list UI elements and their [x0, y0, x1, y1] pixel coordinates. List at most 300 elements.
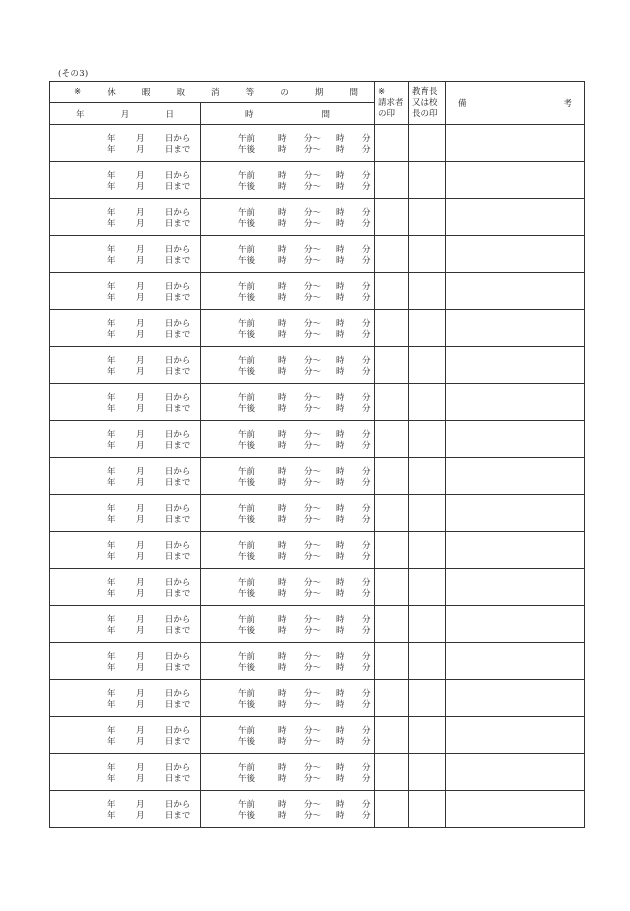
date-cell[interactable] — [50, 495, 201, 532]
requester-seal-cell[interactable] — [375, 236, 409, 273]
day-label: 日から — [164, 244, 191, 255]
minute-to-label: 分 — [362, 773, 371, 784]
day-label: 日まで — [164, 144, 191, 155]
date-cell[interactable] — [50, 236, 201, 273]
hour-label: 時 — [278, 366, 287, 377]
hour-label: 時 — [278, 588, 287, 599]
minute-to-label: 分 — [362, 688, 371, 699]
table-row — [50, 347, 585, 384]
period-header-char: 期 — [314, 88, 324, 98]
minute-to-label: 分 — [362, 614, 371, 625]
year-label: 年 — [107, 133, 116, 144]
minute-to-label: 分 — [362, 403, 371, 414]
day-label: 日まで — [164, 477, 191, 488]
date-cell[interactable] — [50, 680, 201, 717]
time-cell[interactable] — [201, 236, 375, 273]
ampm-label: 午後 — [238, 403, 256, 414]
table-row — [50, 569, 585, 606]
hour-to-label: 時 — [336, 577, 345, 588]
minute-from-label: 分～ — [304, 244, 322, 255]
minute-to-label: 分 — [362, 318, 371, 329]
month-label: 月 — [135, 366, 145, 377]
principal-seal-cell[interactable] — [409, 532, 446, 569]
minute-from-label: 分～ — [304, 725, 322, 736]
hour-label: 時 — [278, 207, 287, 218]
month-label: 月 — [135, 540, 145, 551]
table-row — [50, 643, 585, 680]
minute-to-label: 分 — [362, 244, 371, 255]
year-label: 年 — [107, 329, 116, 340]
minute-to-label: 分 — [362, 514, 371, 525]
principal-seal-cell[interactable] — [409, 273, 446, 310]
hour-label: 時 — [278, 466, 287, 477]
minute-to-label: 分 — [362, 725, 371, 736]
minute-from-label: 分～ — [304, 762, 322, 773]
form-caption: (その3) — [58, 69, 89, 79]
principal-seal-cell[interactable] — [409, 495, 446, 532]
date-cell[interactable] — [50, 791, 201, 828]
year-label: 年 — [107, 355, 116, 366]
minute-from-label: 分～ — [304, 144, 322, 155]
remarks-cell[interactable] — [446, 791, 585, 828]
table-row — [50, 421, 585, 458]
date-cell[interactable] — [50, 606, 201, 643]
remarks-cell[interactable] — [446, 458, 585, 495]
requester-seal-cell[interactable] — [375, 310, 409, 347]
time-cell[interactable] — [201, 495, 375, 532]
minute-to-label: 分 — [362, 218, 371, 229]
hour-to-label: 時 — [336, 514, 345, 525]
month-label: 月 — [135, 255, 145, 266]
principal-seal-cell[interactable] — [409, 643, 446, 680]
requester-seal-cell[interactable] — [375, 680, 409, 717]
principal-seal-cell[interactable] — [409, 680, 446, 717]
ampm-label: 午後 — [238, 588, 256, 599]
ampm-label: 午前 — [238, 762, 256, 773]
ampm-label: 午後 — [238, 773, 256, 784]
ampm-label: 午前 — [238, 133, 256, 144]
hour-label: 時 — [278, 725, 287, 736]
hour-to-label: 時 — [336, 540, 345, 551]
month-label: 月 — [135, 577, 145, 588]
year-label: 年 — [107, 588, 116, 599]
minute-to-label: 分 — [362, 588, 371, 599]
day-label: 日まで — [164, 181, 191, 192]
minute-from-label: 分～ — [304, 773, 322, 784]
requester-seal-cell[interactable] — [375, 754, 409, 791]
minute-from-label: 分～ — [304, 688, 322, 699]
ampm-label: 午後 — [238, 292, 256, 303]
month-label: 月 — [135, 281, 145, 292]
requester-seal-cell[interactable] — [375, 495, 409, 532]
hour-label: 時 — [278, 662, 287, 673]
remarks-cell[interactable] — [446, 606, 585, 643]
principal-seal-cell[interactable] — [409, 125, 446, 162]
minute-to-label: 分 — [362, 181, 371, 192]
principal-seal-cell[interactable] — [409, 421, 446, 458]
time-cell[interactable] — [201, 754, 375, 791]
time-cell[interactable] — [201, 347, 375, 384]
month-label: 月 — [135, 688, 145, 699]
table-row — [50, 310, 585, 347]
date-cell[interactable] — [50, 310, 201, 347]
principal-seal-cell[interactable] — [409, 347, 446, 384]
date-cell[interactable] — [50, 347, 201, 384]
month-label: 月 — [135, 699, 145, 710]
hour-label: 時 — [278, 392, 287, 403]
month-label: 月 — [135, 218, 145, 229]
time-cell[interactable] — [201, 643, 375, 680]
time-cell[interactable] — [201, 199, 375, 236]
time-cell[interactable] — [201, 125, 375, 162]
remarks-cell[interactable] — [446, 125, 585, 162]
period-header-char: の — [280, 88, 289, 98]
date-cell[interactable] — [50, 273, 201, 310]
hour-to-label: 時 — [336, 736, 345, 747]
hour-to-label: 時 — [336, 810, 345, 821]
requester-header-line: の印 — [378, 108, 396, 119]
minute-from-label: 分～ — [304, 392, 322, 403]
minute-from-label: 分～ — [304, 292, 322, 303]
day-label: 日まで — [164, 403, 191, 414]
year-label: 年 — [107, 551, 116, 562]
time-cell[interactable] — [201, 717, 375, 754]
month-label: 月 — [135, 762, 145, 773]
month-label: 月 — [135, 514, 145, 525]
minute-from-label: 分～ — [304, 503, 322, 514]
date-cell[interactable] — [50, 532, 201, 569]
period-header-char: 等 — [245, 88, 255, 98]
ampm-label: 午前 — [238, 392, 256, 403]
month-label: 月 — [135, 181, 145, 192]
date-cell[interactable] — [50, 162, 201, 199]
minute-to-label: 分 — [362, 651, 371, 662]
minute-from-label: 分～ — [304, 281, 322, 292]
day-label: 日まで — [164, 625, 191, 636]
hour-to-label: 時 — [336, 207, 345, 218]
ampm-label: 午前 — [238, 244, 256, 255]
date-cell[interactable] — [50, 199, 201, 236]
time-cell[interactable] — [201, 310, 375, 347]
table-row — [50, 273, 585, 310]
remarks-cell[interactable] — [446, 347, 585, 384]
hour-label: 時 — [278, 244, 287, 255]
requester-seal-cell[interactable] — [375, 199, 409, 236]
ampm-label: 午後 — [238, 514, 256, 525]
minute-to-label: 分 — [362, 255, 371, 266]
date-subheader-char: 年 — [76, 109, 85, 120]
minute-from-label: 分～ — [304, 429, 322, 440]
hour-label: 時 — [278, 403, 287, 414]
hour-label: 時 — [278, 762, 287, 773]
month-label: 月 — [135, 477, 145, 488]
day-label: 日から — [164, 170, 191, 181]
minute-from-label: 分～ — [304, 466, 322, 477]
time-cell[interactable] — [201, 791, 375, 828]
time-cell[interactable] — [201, 273, 375, 310]
month-label: 月 — [135, 725, 145, 736]
period-header-char: 取 — [176, 88, 185, 98]
day-label: 日から — [164, 577, 191, 588]
month-label: 月 — [135, 207, 145, 218]
minute-to-label: 分 — [362, 699, 371, 710]
time-cell[interactable] — [201, 569, 375, 606]
year-label: 年 — [107, 281, 116, 292]
principal-seal-cell[interactable] — [409, 791, 446, 828]
ampm-label: 午前 — [238, 688, 256, 699]
day-label: 日から — [164, 614, 191, 625]
remarks-cell[interactable] — [446, 680, 585, 717]
hour-label: 時 — [278, 810, 287, 821]
requester-seal-cell[interactable] — [375, 347, 409, 384]
ampm-label: 午前 — [238, 503, 256, 514]
table-row — [50, 717, 585, 754]
principal-seal-cell[interactable] — [409, 717, 446, 754]
minute-from-label: 分～ — [304, 440, 322, 451]
ampm-label: 午前 — [238, 207, 256, 218]
time-cell[interactable] — [201, 458, 375, 495]
minute-to-label: 分 — [362, 440, 371, 451]
hour-label: 時 — [278, 429, 287, 440]
hour-label: 時 — [278, 614, 287, 625]
requester-seal-cell[interactable] — [375, 569, 409, 606]
ampm-label: 午後 — [238, 551, 256, 562]
remarks-cell[interactable] — [446, 310, 585, 347]
date-cell[interactable] — [50, 717, 201, 754]
period-header — [50, 82, 375, 103]
requester-seal-cell[interactable] — [375, 125, 409, 162]
ampm-label: 午前 — [238, 466, 256, 477]
table-row — [50, 754, 585, 791]
remarks-header — [446, 82, 585, 125]
remarks-cell[interactable] — [446, 532, 585, 569]
minute-from-label: 分～ — [304, 699, 322, 710]
day-label: 日まで — [164, 810, 191, 821]
requester-seal-cell[interactable] — [375, 273, 409, 310]
minute-from-label: 分～ — [304, 477, 322, 488]
date-cell[interactable] — [50, 458, 201, 495]
minute-from-label: 分～ — [304, 614, 322, 625]
minute-from-label: 分～ — [304, 355, 322, 366]
minute-to-label: 分 — [362, 329, 371, 340]
hour-to-label: 時 — [336, 292, 345, 303]
ampm-label: 午前 — [238, 281, 256, 292]
requester-seal-cell[interactable] — [375, 532, 409, 569]
requester-seal-cell[interactable] — [375, 606, 409, 643]
date-cell[interactable] — [50, 125, 201, 162]
principal-seal-cell[interactable] — [409, 569, 446, 606]
month-label: 月 — [135, 588, 145, 599]
minute-from-label: 分～ — [304, 133, 322, 144]
month-label: 月 — [135, 662, 145, 673]
minute-from-label: 分～ — [304, 736, 322, 747]
date-cell[interactable] — [50, 384, 201, 421]
hour-to-label: 時 — [336, 466, 345, 477]
table-row — [50, 162, 585, 199]
time-subheader-char: 間 — [321, 109, 330, 120]
year-label: 年 — [107, 688, 116, 699]
requester-seal-cell[interactable] — [375, 421, 409, 458]
hour-to-label: 時 — [336, 551, 345, 562]
day-label: 日から — [164, 429, 191, 440]
minute-from-label: 分～ — [304, 366, 322, 377]
minute-to-label: 分 — [362, 551, 371, 562]
table-row — [50, 532, 585, 569]
minute-to-label: 分 — [362, 477, 371, 488]
minute-from-label: 分～ — [304, 625, 322, 636]
month-label: 月 — [135, 170, 145, 181]
minute-from-label: 分～ — [304, 181, 322, 192]
requester-seal-cell[interactable] — [375, 162, 409, 199]
remarks-cell[interactable] — [446, 162, 585, 199]
hour-to-label: 時 — [336, 403, 345, 414]
ampm-label: 午後 — [238, 625, 256, 636]
time-subheader — [201, 103, 375, 125]
requester-seal-cell[interactable] — [375, 458, 409, 495]
principal-seal-cell[interactable] — [409, 754, 446, 791]
ampm-label: 午後 — [238, 181, 256, 192]
remarks-cell[interactable] — [446, 421, 585, 458]
date-cell[interactable] — [50, 421, 201, 458]
remarks-cell[interactable] — [446, 643, 585, 680]
hour-to-label: 時 — [336, 255, 345, 266]
hour-to-label: 時 — [336, 503, 345, 514]
principal-seal-cell[interactable] — [409, 162, 446, 199]
day-label: 日から — [164, 725, 191, 736]
time-cell[interactable] — [201, 532, 375, 569]
ampm-label: 午前 — [238, 540, 256, 551]
time-cell[interactable] — [201, 421, 375, 458]
remarks-header-char: 備 — [458, 99, 467, 109]
principal-seal-cell[interactable] — [409, 384, 446, 421]
minute-to-label: 分 — [362, 392, 371, 403]
ampm-label: 午後 — [238, 477, 256, 488]
minute-to-label: 分 — [362, 355, 371, 366]
minute-to-label: 分 — [362, 625, 371, 636]
principal-seal-cell[interactable] — [409, 606, 446, 643]
year-label: 年 — [107, 218, 116, 229]
year-label: 年 — [107, 170, 116, 181]
day-label: 日まで — [164, 255, 191, 266]
time-cell[interactable] — [201, 606, 375, 643]
month-label: 月 — [135, 144, 145, 155]
minute-to-label: 分 — [362, 207, 371, 218]
year-label: 年 — [107, 699, 116, 710]
remarks-cell[interactable] — [446, 384, 585, 421]
day-label: 日から — [164, 762, 191, 773]
remarks-cell[interactable] — [446, 754, 585, 791]
minute-from-label: 分～ — [304, 651, 322, 662]
year-label: 年 — [107, 773, 116, 784]
hour-label: 時 — [278, 736, 287, 747]
requester-header-line: 請求者 — [378, 97, 404, 108]
year-label: 年 — [107, 255, 116, 266]
hour-to-label: 時 — [336, 588, 345, 599]
hour-to-label: 時 — [336, 144, 345, 155]
remarks-cell[interactable] — [446, 236, 585, 273]
principal-seal-cell[interactable] — [409, 199, 446, 236]
hour-label: 時 — [278, 514, 287, 525]
remarks-cell[interactable] — [446, 717, 585, 754]
minute-from-label: 分～ — [304, 810, 322, 821]
minute-to-label: 分 — [362, 466, 371, 477]
table-row — [50, 495, 585, 532]
minute-to-label: 分 — [362, 429, 371, 440]
month-label: 月 — [135, 440, 145, 451]
day-label: 日まで — [164, 440, 191, 451]
date-subheader-char: 日 — [165, 109, 174, 120]
period-header-char: 間 — [349, 88, 358, 98]
remarks-cell[interactable] — [446, 569, 585, 606]
minute-from-label: 分～ — [304, 514, 322, 525]
minute-to-label: 分 — [362, 762, 371, 773]
ampm-label: 午後 — [238, 255, 256, 266]
hour-to-label: 時 — [336, 133, 345, 144]
remarks-cell[interactable] — [446, 199, 585, 236]
hour-to-label: 時 — [336, 477, 345, 488]
requester-seal-cell[interactable] — [375, 643, 409, 680]
time-cell[interactable] — [201, 680, 375, 717]
hour-label: 時 — [278, 540, 287, 551]
year-label: 年 — [107, 440, 116, 451]
remarks-cell[interactable] — [446, 495, 585, 532]
day-label: 日まで — [164, 514, 191, 525]
time-cell[interactable] — [201, 162, 375, 199]
ampm-label: 午前 — [238, 170, 256, 181]
date-cell[interactable] — [50, 569, 201, 606]
hour-label: 時 — [278, 144, 287, 155]
minute-to-label: 分 — [362, 366, 371, 377]
hour-label: 時 — [278, 440, 287, 451]
principal-header-line: 又は校 — [412, 97, 438, 108]
minute-to-label: 分 — [362, 799, 371, 810]
month-label: 月 — [135, 773, 145, 784]
ampm-label: 午前 — [238, 577, 256, 588]
table-row — [50, 384, 585, 421]
hour-to-label: 時 — [336, 440, 345, 451]
year-label: 年 — [107, 577, 116, 588]
time-cell[interactable] — [201, 384, 375, 421]
requester-seal-cell[interactable] — [375, 717, 409, 754]
requester-seal-cell[interactable] — [375, 791, 409, 828]
principal-seal-header — [409, 82, 446, 125]
year-label: 年 — [107, 366, 116, 377]
hour-label: 時 — [278, 318, 287, 329]
day-label: 日から — [164, 318, 191, 329]
year-label: 年 — [107, 244, 116, 255]
principal-seal-cell[interactable] — [409, 458, 446, 495]
date-cell[interactable] — [50, 754, 201, 791]
requester-seal-cell[interactable] — [375, 384, 409, 421]
hour-to-label: 時 — [336, 392, 345, 403]
day-label: 日まで — [164, 292, 191, 303]
remarks-cell[interactable] — [446, 273, 585, 310]
year-label: 年 — [107, 736, 116, 747]
principal-seal-cell[interactable] — [409, 310, 446, 347]
hour-to-label: 時 — [336, 662, 345, 673]
principal-seal-cell[interactable] — [409, 236, 446, 273]
year-label: 年 — [107, 514, 116, 525]
date-cell[interactable] — [50, 643, 201, 680]
ampm-label: 午後 — [238, 218, 256, 229]
hour-label: 時 — [278, 651, 287, 662]
year-label: 年 — [107, 477, 116, 488]
minute-to-label: 分 — [362, 170, 371, 181]
remarks-header-char: 考 — [563, 99, 572, 109]
minute-from-label: 分～ — [304, 799, 322, 810]
period-header-char: 休 — [107, 88, 116, 98]
hour-label: 時 — [278, 255, 287, 266]
